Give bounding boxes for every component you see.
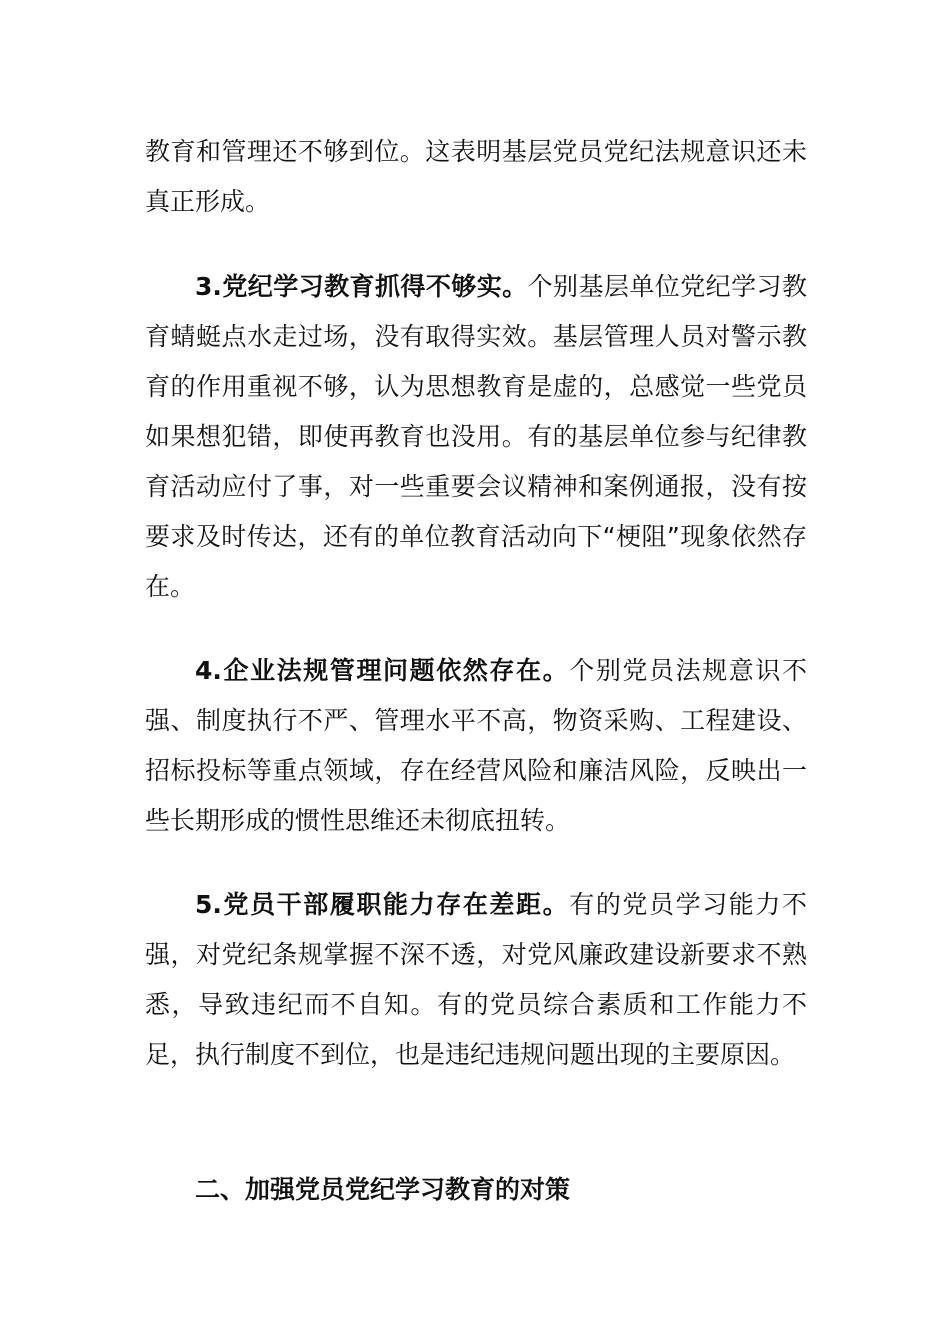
section-heading-block [145, 1165, 807, 1215]
continuation-paragraph-block [145, 127, 807, 227]
section-5-block [145, 880, 807, 1080]
section-4-lead: 4.企业法规管理问题依然存在。 [195, 656, 570, 685]
section-4-paragraph [145, 646, 807, 846]
section-5-body: 有的党员学习能力不强，对党纪条规掌握不深不透，对党风廉政建设新要求不熟悉，导致违纪而不自知。有的党员综合素质和工作能力不足，执行制度不到位，也是违纪违规问题出现的主要原因。 [145, 890, 807, 1069]
section-5-lead: 5.党员干部履职能力存在差距。 [195, 890, 570, 919]
section-5-paragraph [145, 880, 807, 1080]
section-3-lead: 3.党纪学习教育抓得不够实。 [195, 272, 528, 301]
section-4-body: 个别党员法规意识不强、制度执行不严、管理水平不高，物资采购、工程建设、招标投标等重点领域，存在经营风险和廉洁风险，反映出一些长期形成的惯性思维还未彻底扭转。 [145, 656, 807, 835]
section-heading: 二、加强党员党纪学习教育的对策 [195, 1175, 571, 1204]
section-3-body: 个别基层单位党纪学习教育蜻蜓点水走过场，没有取得实效。基层管理人员对警示教育的作用重视不够，认为思想教育是虚的，总感觉一些党员如果想犯错，即使再教育也没用。有的基层单位参与纪律教育活动应付了事，对一些重要会议精神和案例通报，没有按要求及时传达，还有的单位教育活动向下“梗阻”现象依然存在。 [145, 272, 807, 601]
section-4-block [145, 646, 807, 846]
continuation-paragraph: 教育和管理还不够到位。这表明基层党员党纪法规意识还未真正形成。 [145, 137, 807, 216]
section-3-block [145, 262, 807, 612]
section-3-paragraph [145, 262, 807, 612]
